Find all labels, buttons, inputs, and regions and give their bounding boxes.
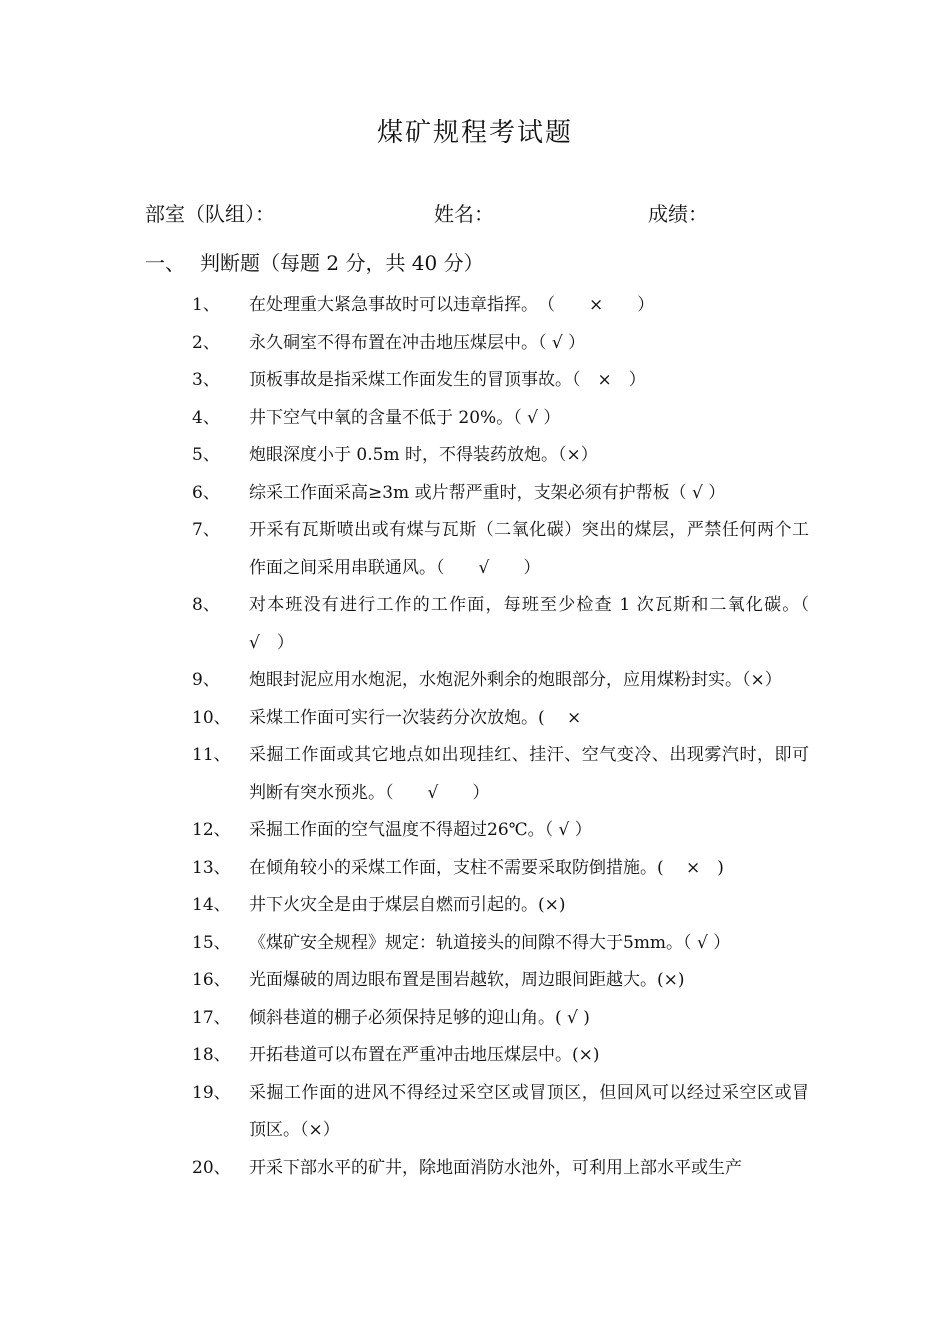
question-text: 采掘工作面或其它地点如出现挂红、挂汗、空气变冷、出现雾汽时，即可判断有突水预兆。（ √ ） xyxy=(249,745,809,803)
name-label: 姓名： xyxy=(434,202,494,226)
question-text: 顶板事故是指采煤工作面发生的冒顶事故。（ × ） xyxy=(249,370,646,390)
question-item xyxy=(0,962,950,1000)
question-text: 采煤工作面可实行一次装药分次放炮。( × xyxy=(249,707,582,728)
question-number: 17、 xyxy=(192,1007,231,1028)
question-item xyxy=(0,1075,950,1150)
question-number: 7、 xyxy=(192,520,220,540)
question-item xyxy=(0,437,950,475)
question-text: 开采下部水平的矿井，除地面消防水池外，可利用上部水平或生产 xyxy=(249,1157,742,1178)
page-title: 煤矿规程考试题 xyxy=(376,118,573,148)
question-text: 在倾角较小的采煤工作面，支柱不需要采取防倒措施。( × ) xyxy=(249,857,724,878)
question-text: 井下火灾全是由于煤层自燃而引起的。(×) xyxy=(249,895,566,915)
question-number: 9、 xyxy=(192,670,220,690)
question-item xyxy=(0,662,950,700)
score-label: 成绩： xyxy=(648,202,708,226)
question-number: 8、 xyxy=(192,595,220,615)
question-text: 《煤矿安全规程》规定：轨道接头的间隙不得大于5mm。（ √ ） xyxy=(249,932,731,953)
question-text: 综采工作面采高≥3m 或片帮严重时，支架必须有护帮板（ √ ） xyxy=(249,482,726,503)
question-number: 1、 xyxy=(192,295,220,315)
question-number: 10、 xyxy=(192,707,231,728)
dept-label: 部室（队组）： xyxy=(145,202,275,226)
question-text: 倾斜巷道的棚子必须保持足够的迎山角。( √ ) xyxy=(249,1007,590,1028)
question-number: 14、 xyxy=(192,895,231,915)
question-item xyxy=(0,512,950,587)
question-item xyxy=(0,812,950,850)
section-title: 判断题（每题 2 分，共 40 分） xyxy=(200,251,484,275)
question-item xyxy=(0,850,950,888)
question-number: 2、 xyxy=(192,332,220,353)
question-number: 11、 xyxy=(192,745,231,765)
question-number: 3、 xyxy=(192,370,220,390)
question-text: 开拓巷道可以布置在严重冲击地压煤层中。(×) xyxy=(249,1045,600,1065)
question-item xyxy=(0,587,950,662)
question-text: 炮眼深度小于 0.5m 时，不得装药放炮。（×） xyxy=(249,445,598,465)
question-item xyxy=(0,1037,950,1075)
question-number: 20、 xyxy=(192,1157,231,1178)
question-number: 5、 xyxy=(192,445,220,465)
question-number: 13、 xyxy=(192,857,231,878)
question-number: 6、 xyxy=(192,482,220,503)
question-text: 采掘工作面的进风不得经过采空区或冒顶区，但回风可以经过采空区或冒顶区。（×） xyxy=(249,1082,809,1140)
question-text: 采掘工作面的空气温度不得超过26℃。（ √ ） xyxy=(249,820,592,840)
question-number: 19、 xyxy=(192,1082,231,1103)
question-item xyxy=(0,887,950,925)
question-item xyxy=(0,925,950,963)
question-item xyxy=(0,1150,950,1188)
question-item xyxy=(0,287,950,325)
question-number: 18、 xyxy=(192,1045,231,1065)
question-text: 炮眼封泥应用水炮泥，水炮泥外剩余的炮眼部分，应用煤粉封实。（×） xyxy=(249,670,782,690)
section-number: 一、 xyxy=(145,251,185,275)
question-item xyxy=(0,1000,950,1038)
question-item xyxy=(0,737,950,812)
question-text: 开采有瓦斯喷出或有煤与瓦斯（二氧化碳）突出的煤层，严禁任何两个工作面之间采用串联通风。（ √ ） xyxy=(249,520,809,578)
question-text: 在处理重大紧急事故时可以违章指挥。 （ × ） xyxy=(249,295,655,315)
question-text: 永久硐室不得布置在冲击地压煤层中。（ √ ） xyxy=(249,332,586,353)
question-list xyxy=(0,287,950,1187)
question-item xyxy=(0,700,950,738)
question-item xyxy=(0,325,950,363)
question-text: 对本班没有进行工作的工作面，每班至少检查 1 次瓦斯和二氧化碳。（ √ ） xyxy=(249,595,826,653)
question-number: 16、 xyxy=(192,970,231,990)
question-text: 光面爆破的周边眼布置是围岩越软，周边眼间距越大。(×) xyxy=(249,970,685,990)
question-item xyxy=(0,475,950,513)
question-text: 井下空气中氧的含量不低于 20%。（ √ ） xyxy=(249,407,561,428)
question-number: 12、 xyxy=(192,820,231,840)
question-number: 15、 xyxy=(192,932,231,953)
question-item xyxy=(0,400,950,438)
question-number: 4、 xyxy=(192,407,220,428)
section-heading xyxy=(145,247,484,276)
question-item xyxy=(0,362,950,400)
